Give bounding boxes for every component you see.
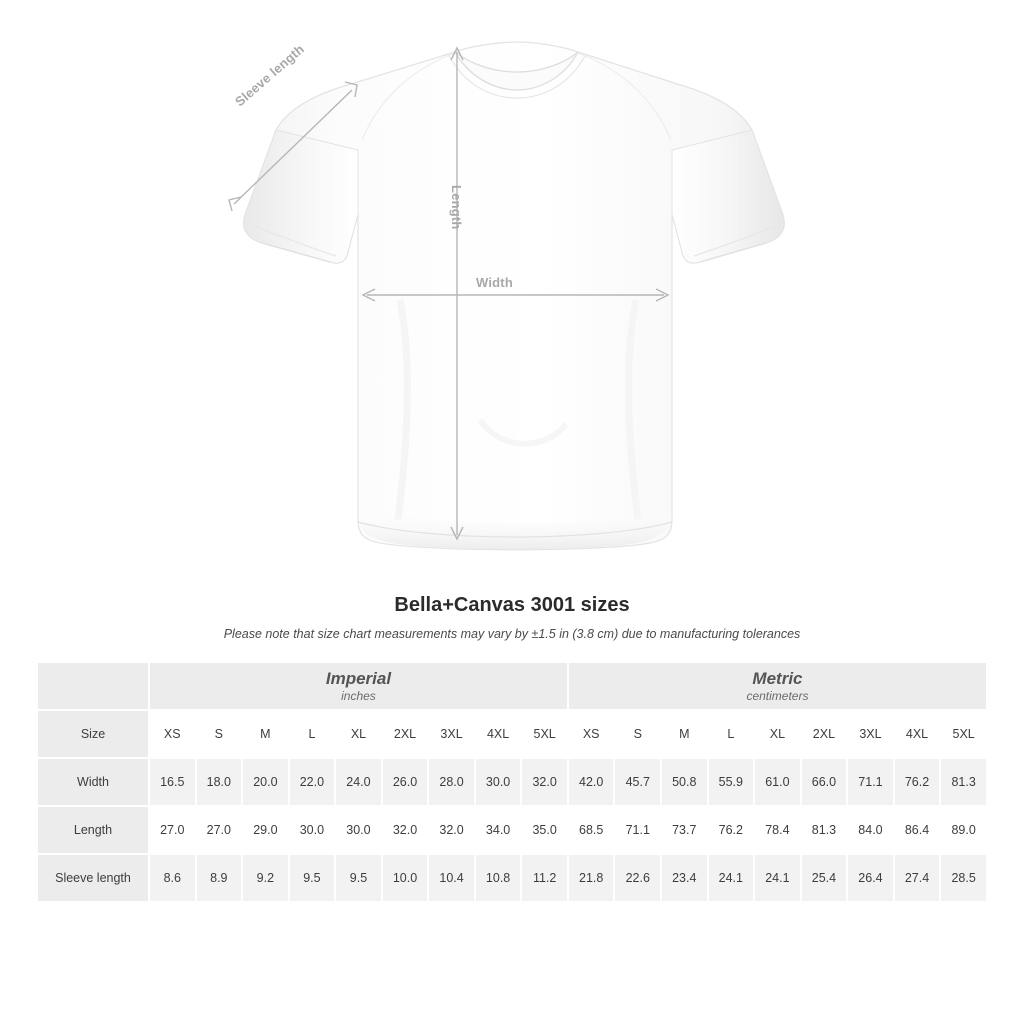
table-row bbox=[37, 854, 987, 902]
table-cell: 50.8 bbox=[661, 758, 708, 806]
size-header-cell: M bbox=[661, 710, 708, 758]
table-cell: 76.2 bbox=[708, 806, 755, 854]
table-row bbox=[37, 758, 987, 806]
table-cell: 27.0 bbox=[149, 806, 196, 854]
table-cell: 25.4 bbox=[801, 854, 848, 902]
size-header-cell: 3XL bbox=[428, 710, 475, 758]
size-header-cell: XL bbox=[335, 710, 382, 758]
table-cell: 30.0 bbox=[289, 806, 336, 854]
size-header-cell: 2XL bbox=[801, 710, 848, 758]
row-label: Length bbox=[37, 806, 149, 854]
table-unit-header-row bbox=[37, 662, 987, 710]
table-row bbox=[37, 806, 987, 854]
tolerance-note: Please note that size chart measurements may vary by ±1.5 in (3.8 cm) due to manufacturing tolerances bbox=[223, 627, 801, 641]
table-cell: 26.4 bbox=[847, 854, 894, 902]
table-cell: 24.0 bbox=[335, 758, 382, 806]
size-header-cell: XS bbox=[568, 710, 615, 758]
size-header-cell: S bbox=[614, 710, 661, 758]
table-cell: 10.4 bbox=[428, 854, 475, 902]
table-cell: 71.1 bbox=[847, 758, 894, 806]
unit-header-imperial bbox=[149, 662, 568, 710]
table-cell: 9.5 bbox=[335, 854, 382, 902]
size-header-cell: S bbox=[196, 710, 243, 758]
table-cell: 10.0 bbox=[382, 854, 429, 902]
table-cell: 28.5 bbox=[940, 854, 987, 902]
table-cell: 68.5 bbox=[568, 806, 615, 854]
table-cell: 22.6 bbox=[614, 854, 661, 902]
width-label: Width bbox=[476, 275, 513, 290]
table-cell: 42.0 bbox=[568, 758, 615, 806]
size-header-cell: 5XL bbox=[521, 710, 568, 758]
table-cell: 61.0 bbox=[754, 758, 801, 806]
size-header-cell: 2XL bbox=[382, 710, 429, 758]
size-table bbox=[36, 661, 988, 903]
table-cell: 26.0 bbox=[382, 758, 429, 806]
table-cell: 9.5 bbox=[289, 854, 336, 902]
table-cell: 21.8 bbox=[568, 854, 615, 902]
table-cell: 16.5 bbox=[149, 758, 196, 806]
table-cell: 55.9 bbox=[708, 758, 755, 806]
table-cell: 8.6 bbox=[149, 854, 196, 902]
sleeve-length-label: Sleeve length bbox=[232, 41, 308, 110]
table-cell: 32.0 bbox=[428, 806, 475, 854]
size-column-header: Size bbox=[37, 710, 149, 758]
table-cell: 28.0 bbox=[428, 758, 475, 806]
table-cell: 89.0 bbox=[940, 806, 987, 854]
unit-name-imperial: Imperial bbox=[325, 668, 392, 688]
size-header-cell: 4XL bbox=[894, 710, 941, 758]
table-cell: 23.4 bbox=[661, 854, 708, 902]
table-cell: 24.1 bbox=[708, 854, 755, 902]
table-cell: 24.1 bbox=[754, 854, 801, 902]
size-table-wrapper bbox=[36, 661, 988, 903]
size-header-cell: 3XL bbox=[847, 710, 894, 758]
table-cell: 32.0 bbox=[521, 758, 568, 806]
table-cell: 71.1 bbox=[614, 806, 661, 854]
size-header-cell: XL bbox=[754, 710, 801, 758]
table-cell: 66.0 bbox=[801, 758, 848, 806]
table-cell: 35.0 bbox=[521, 806, 568, 854]
unit-sub-metric: centimeters bbox=[746, 688, 809, 703]
table-cell: 10.8 bbox=[475, 854, 522, 902]
table-cell: 81.3 bbox=[940, 758, 987, 806]
table-cell: 34.0 bbox=[475, 806, 522, 854]
table-cell: 11.2 bbox=[521, 854, 568, 902]
table-cell: 27.4 bbox=[894, 854, 941, 902]
table-cell: 76.2 bbox=[894, 758, 941, 806]
chart-heading-block bbox=[0, 594, 1024, 641]
table-corner-cell bbox=[37, 662, 149, 710]
unit-sub-imperial: inches bbox=[341, 688, 376, 703]
table-cell: 27.0 bbox=[196, 806, 243, 854]
table-cell: 73.7 bbox=[661, 806, 708, 854]
size-header-cell: 5XL bbox=[940, 710, 987, 758]
table-cell: 32.0 bbox=[382, 806, 429, 854]
table-cell: 9.2 bbox=[242, 854, 289, 902]
unit-header-metric bbox=[568, 662, 987, 710]
unit-name-metric: Metric bbox=[752, 668, 803, 688]
table-cell: 18.0 bbox=[196, 758, 243, 806]
table-cell: 30.0 bbox=[335, 806, 382, 854]
table-cell: 20.0 bbox=[242, 758, 289, 806]
row-label: Width bbox=[37, 758, 149, 806]
size-header-cell: M bbox=[242, 710, 289, 758]
table-cell: 29.0 bbox=[242, 806, 289, 854]
row-label: Sleeve length bbox=[37, 854, 149, 902]
size-header-cell: L bbox=[289, 710, 336, 758]
table-cell: 86.4 bbox=[894, 806, 941, 854]
table-cell: 45.7 bbox=[614, 758, 661, 806]
table-cell: 84.0 bbox=[847, 806, 894, 854]
table-cell: 8.9 bbox=[196, 854, 243, 902]
length-label: Length bbox=[449, 185, 464, 230]
size-header-cell: XS bbox=[149, 710, 196, 758]
table-size-header-row bbox=[37, 710, 987, 758]
table-cell: 30.0 bbox=[475, 758, 522, 806]
table-cell: 78.4 bbox=[754, 806, 801, 854]
size-header-cell: L bbox=[708, 710, 755, 758]
size-header-cell: 4XL bbox=[475, 710, 522, 758]
page-title: Bella+Canvas 3001 sizes bbox=[394, 594, 630, 616]
table-cell: 22.0 bbox=[289, 758, 336, 806]
table-cell: 81.3 bbox=[801, 806, 848, 854]
